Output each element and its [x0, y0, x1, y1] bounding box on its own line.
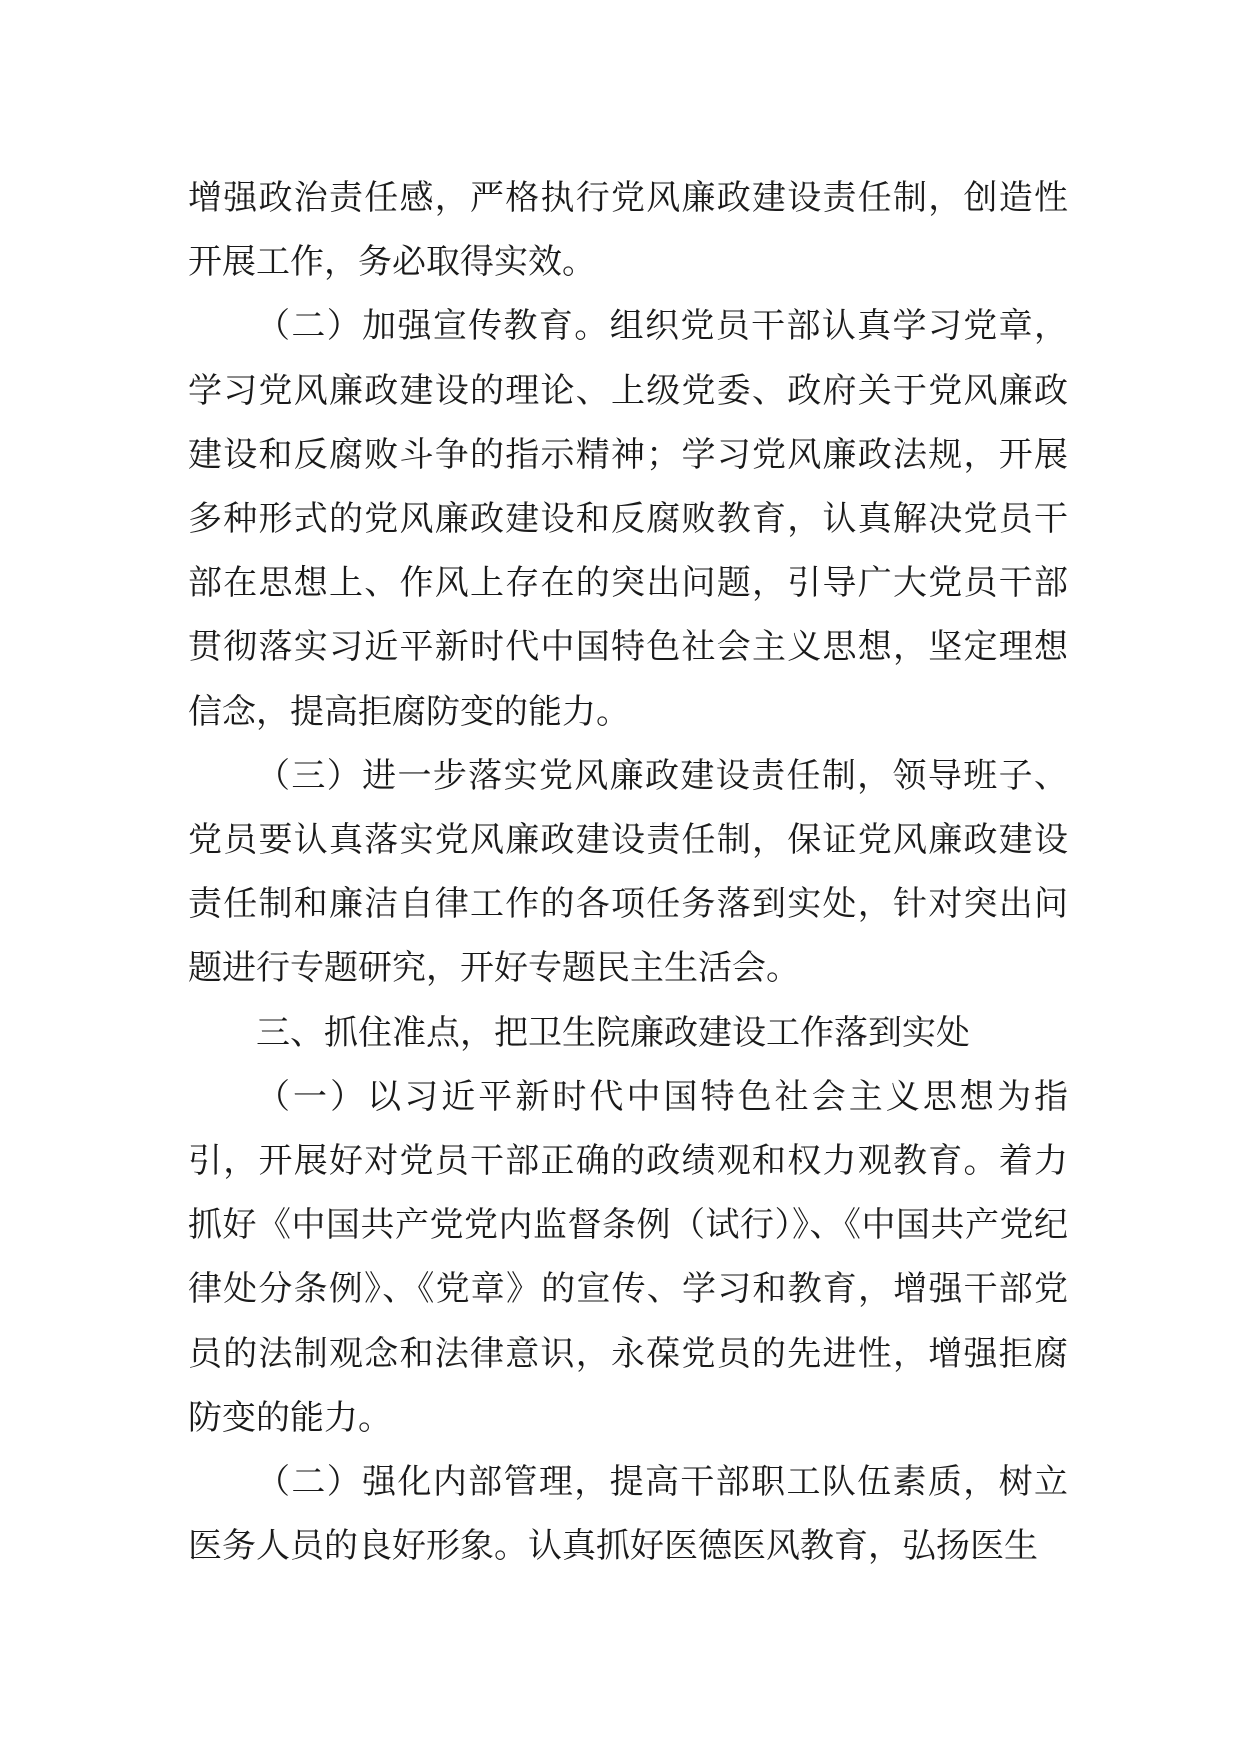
paragraph-guidance-education: （一）以习近平新时代中国特色社会主义思想为指引，开展好对党员干部正确的政绩观和权力观教育。着力抓好《中国共产党党内监督条例（试行）》、《中国共产党纪律处分条例》、《党章》的宣传、学习和教育，增强干部党员的法制观念和法律意识，永葆党员的先进性，增强拒腐防变的能力。 [188, 1076, 1068, 1438]
paragraph-continuation: 增强政治责任感，严格执行党风廉政建设责任制，创造性开展工作，务必取得实效。 [188, 178, 1068, 283]
document-body [188, 166, 1068, 1578]
section-heading-three: 三、抓住准点，把卫生院廉政建设工作落到实处 [256, 1012, 970, 1053]
paragraph-internal-management: （二）强化内部管理，提高干部职工队伍素质，树立医务人员的良好形象。认真抓好医德医风教育，弘扬医生 [188, 1462, 1068, 1567]
paragraph-responsibility-system: （三）进一步落实党风廉政建设责任制，领导班子、党员要认真落实党风廉政建设责任制，保证党风廉政建设责任制和廉洁自律工作的各项任务落到实处，针对突出问题进行专题研究，开好专题民主生活会。 [188, 755, 1068, 989]
paragraph-publicity-education: （二）加强宣传教育。组织党员干部认真学习党章，学习党风廉政建设的理论、上级党委、政府关于党风廉政建设和反腐败斗争的指示精神；学习党风廉政法规，开展多种形式的党风廉政建设和反腐败教育，认真解决党员干部在思想上、作风上存在的突出问题，引导广大党员干部贯彻落实习近平新时代中国特色社会主义思想，坚定理想信念，提高拒腐防变的能力。 [188, 306, 1068, 732]
